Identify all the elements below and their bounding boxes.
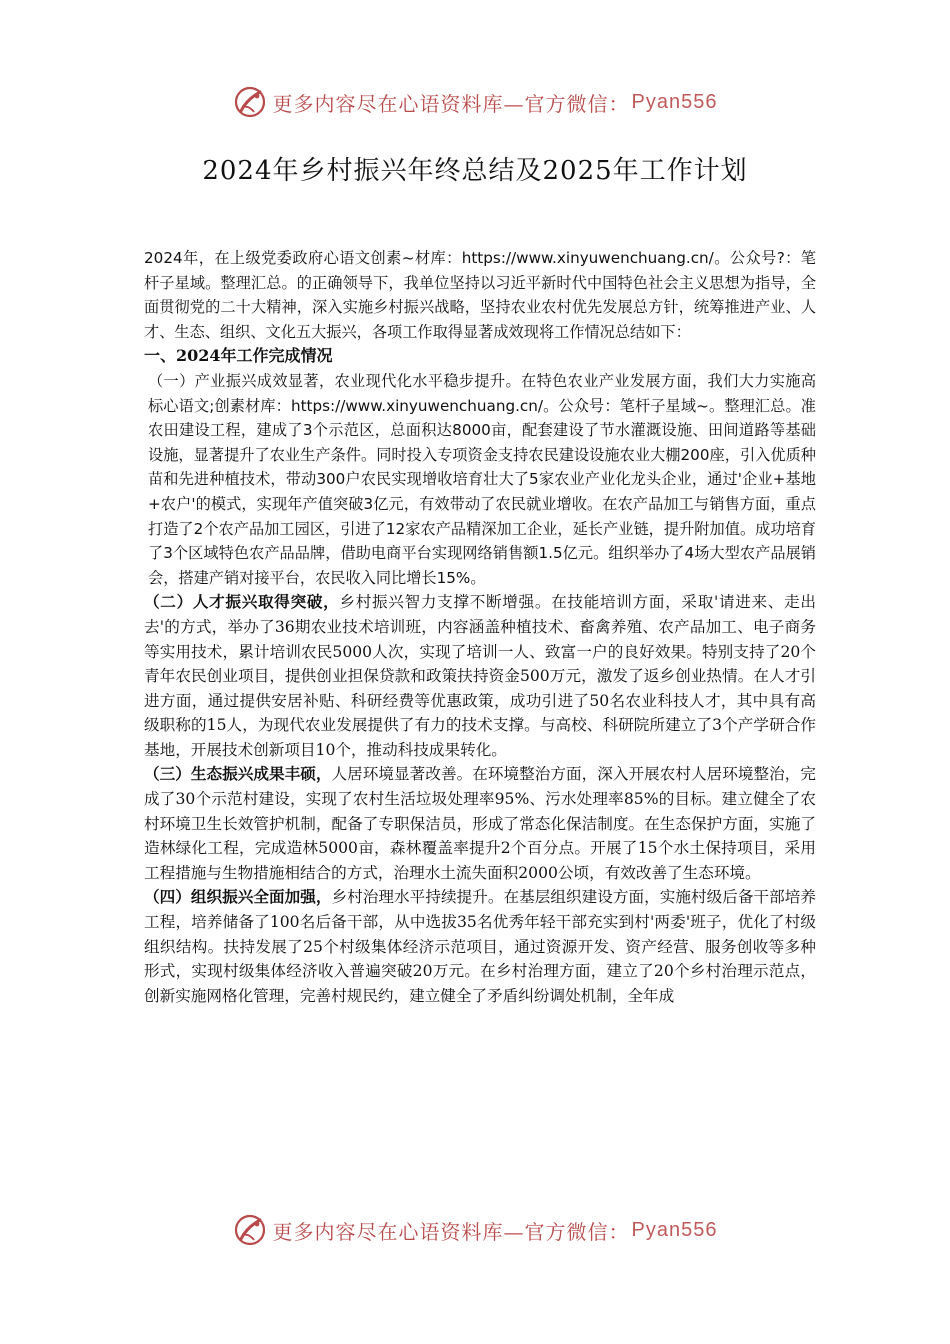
- banner-text: 更多内容尽在心语资料库—官方微信：: [272, 91, 630, 116]
- watermark-banner-top: [0, 82, 950, 122]
- watermark-banner-bottom: [0, 1210, 950, 1250]
- intro-paragraph: 2024年，在上级党委政府心语文创素~材库：https://www.xinyuwenchuang.cn/。公众号?：笔杆子星域。整理汇总。的正确领导下，我单位坚持以习近平新时代中国特色社会主义思想为指导，全面贯彻党的二十大精神，深入实施乡村振兴战略，坚持农业农村优先发展总方针，统筹推进产业、人才、生态、组织、文化五大振兴，各项工作取得显著成效现将工作情况总结如下：: [144, 249, 816, 341]
- paragraph-organization-body: 乡村治理水平持续提升。在基层组织建设方面，实施村级后备干部培养工程，培养储备了100名后备干部，从中选拔35名优秀年轻干部充实到村'两委'班子，优化了村级组织结构。扶持发展了25个村级集体经济示范项目，通过资源开发、资产经营、服务创收等多种形式，实现村级集体经济收入普遍突破20万元。在乡村治理方面，建立了20个乡村治理示范点，创新实施网格化管理，完善村规民约，建立健全了矛盾纠纷调处机制，全年成: [144, 888, 816, 1005]
- banner-wechat-id: Pyan556: [631, 1218, 718, 1241]
- paragraph-talent-body: 乡村振兴智力支撑不断增强。在技能培训方面，采取'请进来、走出去'的方式，举办了36期农业技术培训班，内容涵盖种植技术、畜禽养殖、农产品加工、电子商务等实用技术，累计培训农民5000人次，实现了培训一人、致富一户的良好效果。特别支持了20个青年农民创业项目，提供创业担保贷款和政策扶持资金500万元，激发了返乡创业热情。在人才引进方面，通过提供安居补贴、科研经费等优惠政策，成功引进了50名农业科技人才，其中具有高级职称的15人，为现代农业发展提供了有力的技术支撑。与高校、科研院所建立了3个产学研合作基地，开展技术创新项目10个，推动科技成果转化。: [144, 593, 816, 759]
- paragraph-organization-lead: （四）组织振兴全面加强，: [144, 887, 332, 907]
- paragraph-ecology-lead: （三）生态振兴成果丰硕，: [144, 764, 332, 784]
- paragraph-talent-lead: （二）人才振兴取得突破，: [144, 592, 340, 612]
- section-heading-1: 一、2024年工作完成情况: [144, 346, 333, 366]
- banner-wechat-id: Pyan556: [631, 90, 718, 113]
- paragraph-industry: （一）产业振兴成效显著，农业现代化水平稳步提升。在特色农业产业发展方面，我们大力实施高标心语文;创素材库：https://www.xinyuwenchuang.cn/。公众号：笔杆子星域~。整理汇总。准农田建设工程，建成了3个示范区，总面积达8000亩，配套建设了节水灌溉设施、田间道路等基础设施，显著提升了农业生产条件。同时投入专项资金支持农民建设设施农业大棚200座，引入优质种苗和先进种植技术，带动300户农民实现增收培育壮大了5家农业产业化龙头企业，通过'企业+基地+农户'的模式，实现年产值突破3亿元，有效带动了农民就业增收。在农产品加工与销售方面，重点打造了2个农产品加工园区，引进了12家农产品精深加工企业，延长产业链，提升附加值。成功培育了3个区域特色农产品品牌，借助电商平台实现网络销售额1.5亿元。组织举办了4场大型农产品展销会，搭建产销对接平台，农民收入同比增长15%。: [148, 371, 816, 587]
- brush-logo-icon: [233, 85, 267, 119]
- paragraph-talent: [144, 590, 816, 762]
- paragraph-organization: [144, 885, 816, 1008]
- document-title: 2024年乡村振兴年终总结及2025年工作计划: [202, 156, 748, 186]
- brush-logo-icon: [233, 1213, 267, 1247]
- document-body: [144, 246, 816, 1008]
- paragraph-ecology: [144, 762, 816, 885]
- banner-text: 更多内容尽在心语资料库—官方微信：: [272, 1219, 630, 1244]
- paragraph-ecology-body: 人居环境显著改善。在环境整治方面，深入开展农村人居环境整治，完成了30个示范村建设，实现了农村生活垃圾处理率95%、污水处理率85%的目标。建立健全了农村环境卫生长效管护机制，配备了专职保洁员，形成了常态化保洁制度。在生态保护方面，实施了造林绿化工程，完成造林5000亩，森林覆盖率提升2个百分点。开展了15个水土保持项目，采用工程措施与生物措施相结合的方式，治理水土流失面积2000公顷，有效改善了生态环境。: [144, 765, 816, 882]
